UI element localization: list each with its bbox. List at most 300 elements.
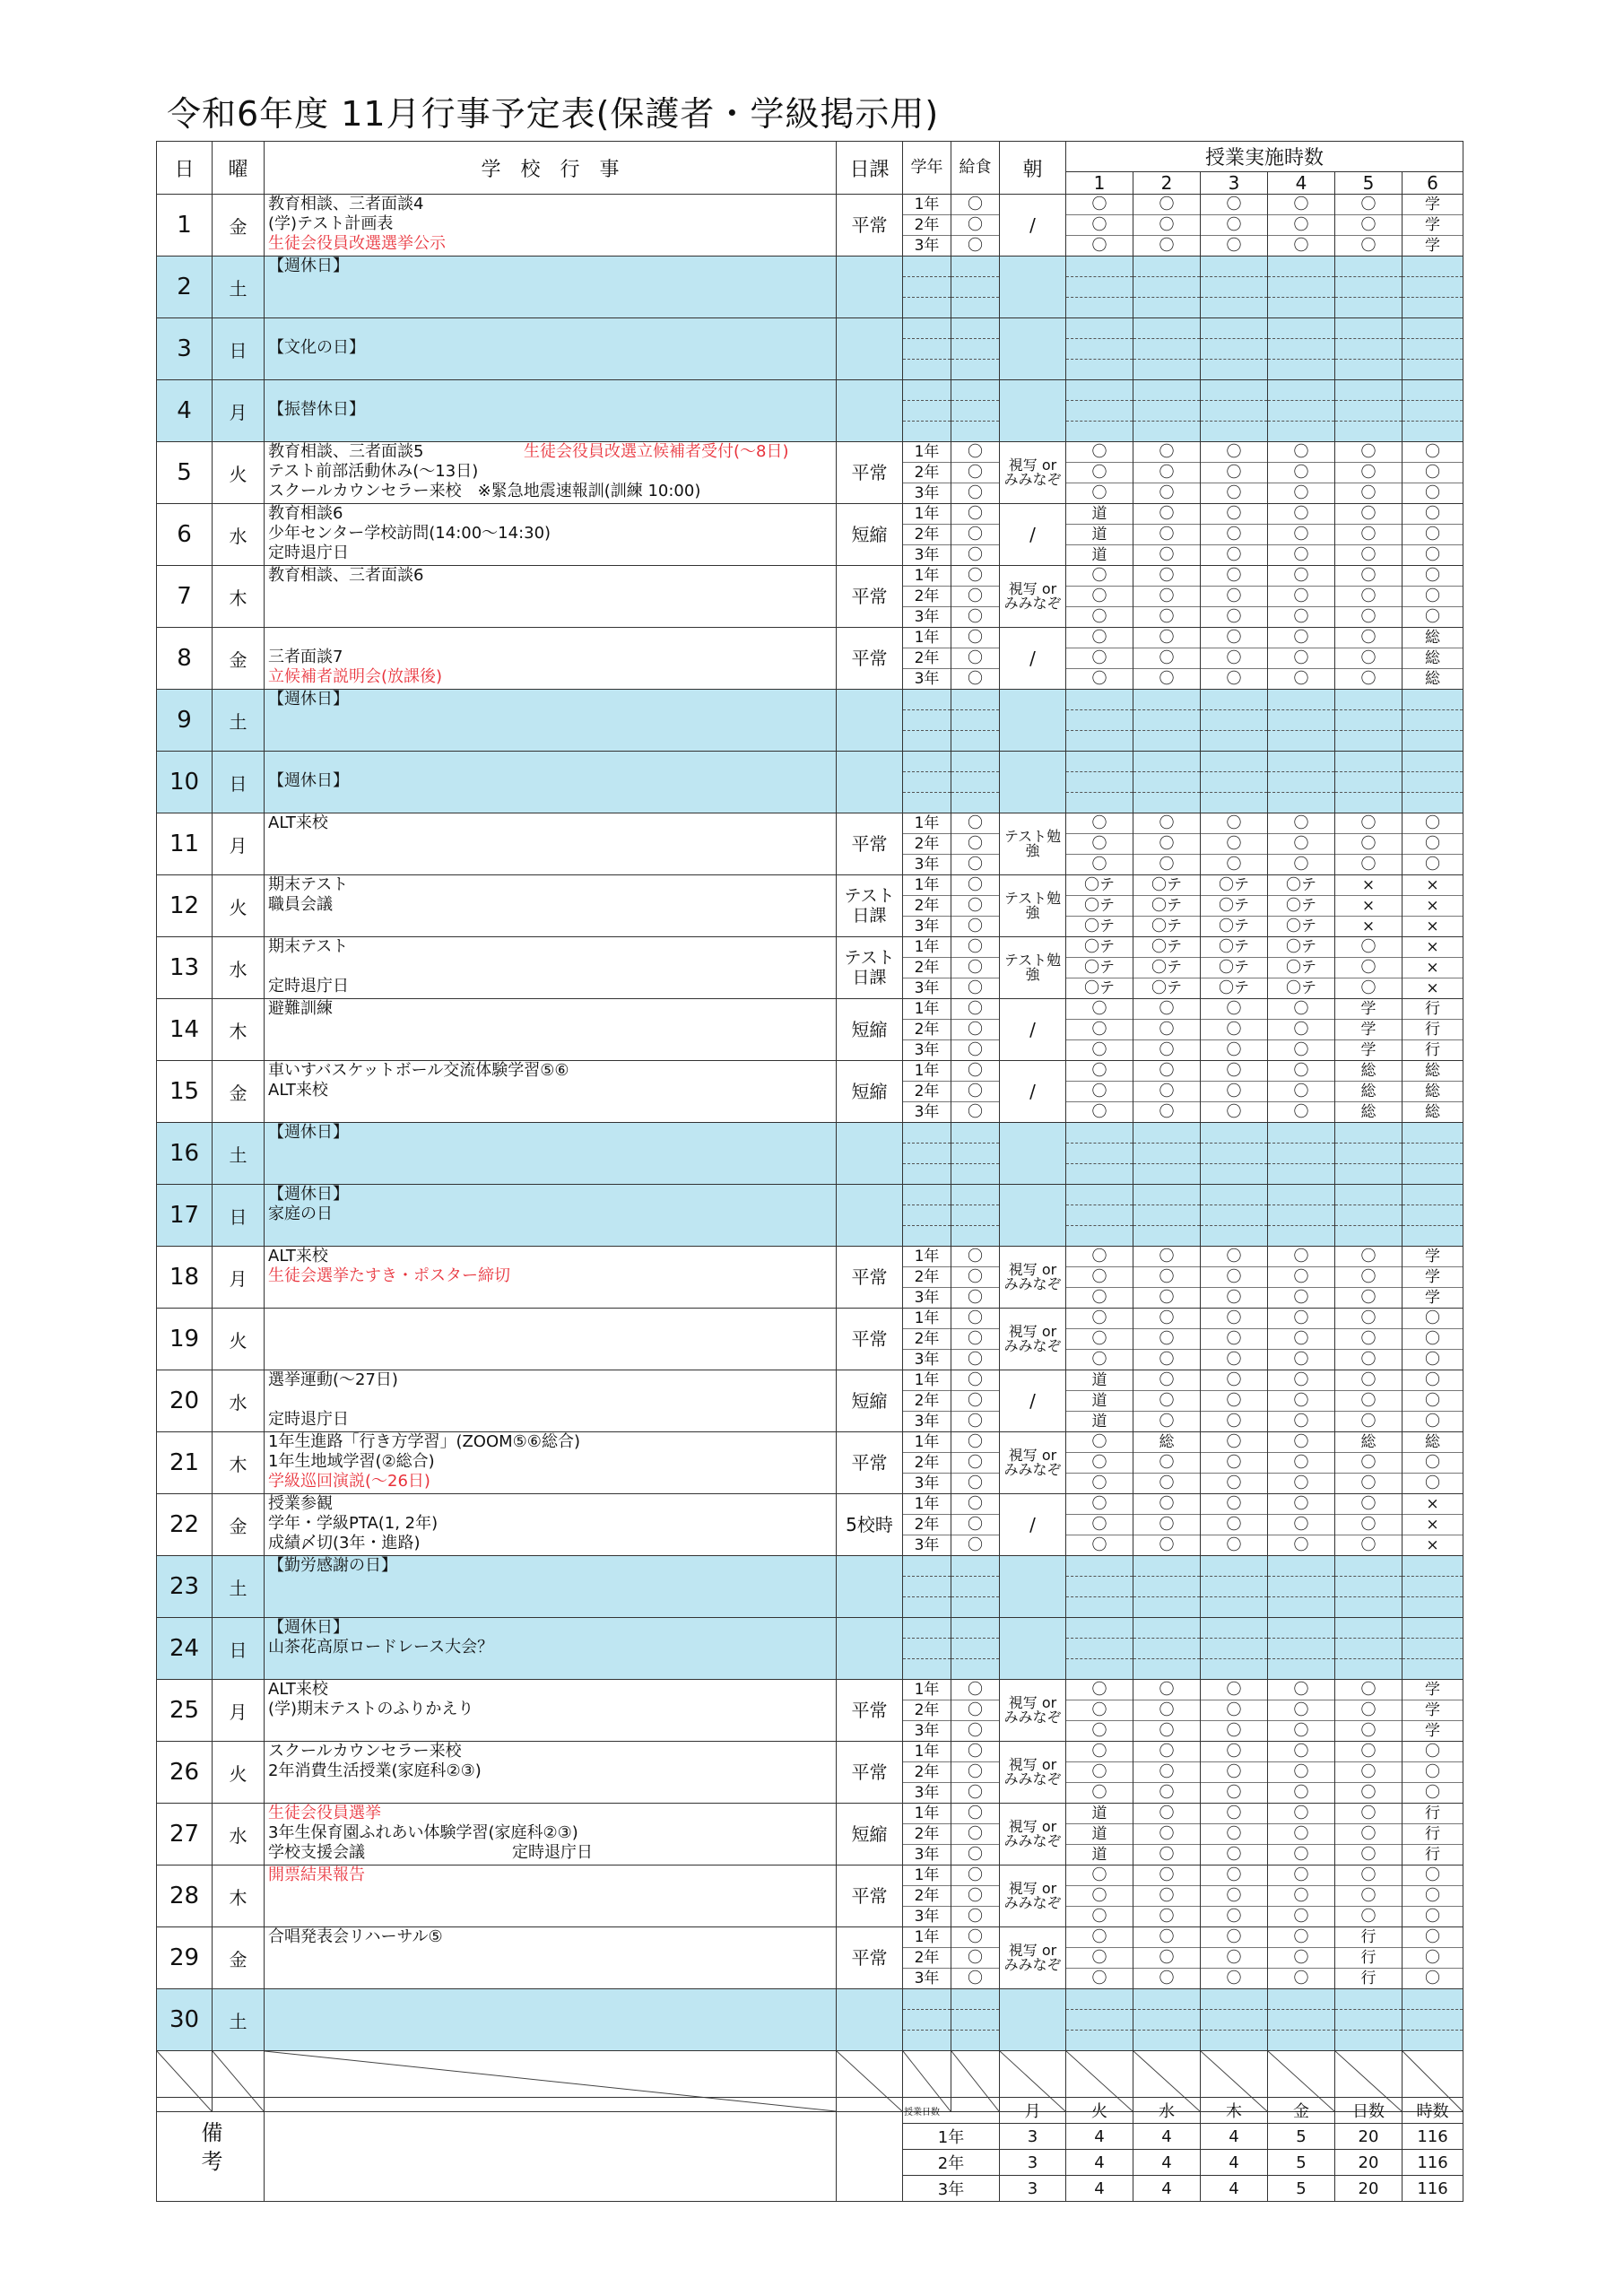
period-mark: 〇テ [1066, 937, 1133, 958]
events-wrap [268, 1309, 836, 1328]
period-mark: 学 [1335, 1020, 1402, 1040]
event-line: 【週休日】 [268, 690, 349, 709]
schedule-cell: 平常 [837, 1927, 903, 1989]
blank-line [903, 360, 951, 379]
period-cell [1268, 1247, 1335, 1309]
grade-label: 3年 [914, 1413, 940, 1431]
blank-line [1201, 380, 1267, 401]
period-cell [1066, 1309, 1133, 1370]
period-cell [1403, 1556, 1463, 1618]
blank-line [1066, 401, 1133, 422]
period-mark: 〇 [1293, 1351, 1309, 1369]
events-wrap [268, 257, 836, 276]
blank-line [1201, 318, 1267, 339]
events-wrap [268, 1618, 836, 1657]
day-of-week: 木 [213, 1866, 265, 1927]
period-cell [1133, 1370, 1201, 1432]
count-label: 授業日数 [903, 2098, 1000, 2124]
events-cell [265, 318, 837, 380]
blank-line [1201, 422, 1267, 441]
period-mark: 〇 [1201, 1700, 1267, 1721]
blank-line [903, 1556, 951, 1577]
blank-line [1133, 793, 1200, 813]
schedule-cell: テスト日課 [837, 875, 903, 937]
period-mark: 〇 [1133, 504, 1200, 525]
period-mark: 〇 [1091, 1536, 1107, 1554]
blank-line [1066, 298, 1133, 317]
blank-line [1066, 1185, 1133, 1205]
blank-line [903, 690, 951, 710]
period-mark: × [1361, 918, 1376, 935]
grade-cell [903, 442, 951, 504]
period-cell [1066, 1061, 1133, 1123]
events-cell [265, 1309, 837, 1370]
period-mark: 〇 [1133, 1061, 1200, 1082]
lunch-cell [951, 566, 1000, 628]
blank-line [1066, 360, 1133, 379]
blank-line [1335, 1123, 1402, 1144]
grade-cell [903, 1309, 951, 1370]
period-mark: × [1335, 875, 1402, 896]
blank-line [1335, 1226, 1402, 1246]
period-mark: 〇 [1159, 1846, 1175, 1864]
period-mark: 〇 [1268, 442, 1334, 463]
period-cell [1133, 937, 1201, 999]
lunch-mark: 〇 [951, 937, 999, 958]
day-of-week: 月 [213, 813, 265, 875]
period-mark: 〇テ [1268, 958, 1334, 978]
blank-line [1403, 731, 1463, 751]
period-mark: 〇 [1091, 670, 1107, 688]
blank-line [1133, 752, 1200, 772]
blank-line [1066, 1164, 1133, 1184]
event-line [268, 628, 836, 648]
blank-line [903, 298, 951, 317]
blank-line [1133, 772, 1200, 793]
period-mark: 学 [1403, 1700, 1463, 1721]
day-number: 9 [157, 690, 213, 752]
grade-cell [903, 628, 951, 690]
period-mark: 〇 [1268, 1680, 1334, 1700]
blank-line [1268, 339, 1334, 360]
blank-line [951, 1556, 999, 1577]
event-line: 生徒会選挙たすき・ポスター締切 [268, 1266, 510, 1285]
blank-line [1403, 710, 1463, 731]
grade-label: 2年 [903, 896, 951, 917]
period-mark: 〇 [1091, 608, 1107, 626]
period-cell [1403, 1061, 1463, 1123]
period-mark: 〇 [1201, 1247, 1267, 1267]
period-cell [1066, 1804, 1133, 1866]
event-line: スクールカウンセラー来校 [268, 1742, 462, 1761]
period-cell [1403, 257, 1463, 318]
events-cell [265, 1927, 837, 1989]
period-mark: 〇 [1268, 1927, 1334, 1948]
events-cell [265, 1742, 837, 1804]
lunch-cell [951, 875, 1000, 937]
event-line: 1年生進路「行き方学習」(ZOOM⑤⑥総合) [268, 1432, 580, 1451]
period-cell [1403, 1680, 1463, 1742]
blank-line [951, 380, 999, 401]
period-mark: × [1403, 896, 1463, 917]
schedule-cell: 平常 [837, 1247, 903, 1309]
period-cell [1201, 690, 1268, 752]
period-cell [1403, 1927, 1463, 1989]
period-mark: 〇 [1133, 628, 1200, 648]
period-cell [1268, 257, 1335, 318]
period-mark: 〇 [1425, 1970, 1440, 1987]
blank-line [1335, 1205, 1402, 1226]
grade-cell [903, 1680, 951, 1742]
period-cell [1403, 318, 1463, 380]
blank-line [1268, 2010, 1334, 2031]
blank-line [1268, 710, 1334, 731]
morning-activity: / [1000, 504, 1066, 566]
period-mark: 〇 [1268, 1432, 1334, 1453]
period-mark: 〇 [1403, 1866, 1463, 1886]
blank-line [1133, 1577, 1200, 1597]
morning-cell [1000, 1123, 1066, 1185]
blank-line [1133, 2010, 1200, 2031]
blank-line [1133, 1205, 1200, 1226]
morning-cell [1000, 752, 1066, 813]
period-cell [1268, 628, 1335, 690]
event-line [268, 1390, 836, 1410]
grade-label: 2年 [903, 1082, 951, 1102]
period-cell [1133, 442, 1201, 504]
period-mark: 〇 [1360, 670, 1376, 688]
period-cell [1268, 442, 1335, 504]
period-mark: 〇 [1201, 1453, 1267, 1474]
period-cell [1335, 1309, 1403, 1370]
period-mark: 〇 [1201, 628, 1267, 648]
period-mark: 行 [1403, 1804, 1463, 1824]
grade-label: 3年 [914, 1970, 940, 1987]
period-mark: 〇 [1133, 1494, 1200, 1515]
events-wrap [268, 1866, 836, 1885]
lunch-mark: 〇 [951, 1948, 999, 1969]
blank-line [1066, 1123, 1133, 1144]
period-mark: 〇 [1268, 215, 1334, 236]
grade-cell [903, 1804, 951, 1866]
events-wrap [268, 1370, 836, 1430]
blank-line [1335, 1639, 1402, 1659]
period-mark: 〇 [1159, 1722, 1175, 1740]
period-mark: 〇 [1293, 1474, 1309, 1492]
period-cell [1403, 1309, 1463, 1370]
day-number: 29 [157, 1927, 213, 1989]
blank-line [1066, 1144, 1133, 1164]
period-mark: 〇 [1226, 1722, 1242, 1740]
lunch-cell [951, 1556, 1000, 1618]
period-mark: 〇 [1293, 1536, 1309, 1554]
period-mark: 〇 [1159, 1536, 1175, 1554]
remarks-label: 備考 [157, 2098, 265, 2202]
lunch-mark: 〇 [968, 856, 983, 874]
lunch-cell [951, 1618, 1000, 1680]
blank-line [1268, 1556, 1334, 1577]
day-of-week: 水 [213, 504, 265, 566]
day-number: 12 [157, 875, 213, 937]
period-header-5: 5 [1335, 172, 1403, 195]
blank-line [1066, 1226, 1133, 1246]
period-mark: 〇 [1201, 1927, 1267, 1948]
period-mark: 〇 [1226, 237, 1242, 255]
period-mark: 〇 [1335, 1453, 1402, 1474]
blank-line [1268, 1185, 1334, 1205]
grade-label: 1年 [903, 1804, 951, 1824]
blank-line [1133, 1659, 1200, 1679]
morning-activity: / [1000, 1370, 1066, 1432]
period-mark: 〇 [1335, 215, 1402, 236]
period-cell [1403, 504, 1463, 566]
period-mark: 道 [1091, 1413, 1107, 1431]
period-cell [1201, 1804, 1268, 1866]
period-mark: 〇 [1226, 856, 1242, 874]
period-mark: 〇テ [1151, 918, 1182, 935]
grade-label: 1年 [903, 813, 951, 834]
period-mark: 〇 [1066, 1680, 1133, 1700]
day-row [157, 1556, 1463, 1618]
blank-line [1403, 2031, 1463, 2050]
day-row [157, 380, 1463, 442]
day-of-week: 土 [213, 1989, 265, 2051]
period-mark: 〇 [1201, 1948, 1267, 1969]
lunch-cell [951, 380, 1000, 442]
period-mark: 〇 [1201, 834, 1267, 855]
period-mark: 〇 [1425, 1908, 1440, 1926]
period-mark: 〇 [1335, 1494, 1402, 1515]
blank-line [1268, 793, 1334, 813]
period-mark: 〇 [1268, 525, 1334, 545]
schedule-cell [837, 257, 903, 318]
grade-label: 2年 [903, 1267, 951, 1288]
day-number: 24 [157, 1618, 213, 1680]
grade-cell [903, 257, 951, 318]
period-cell [1268, 1556, 1335, 1618]
period-mark: 〇 [1226, 608, 1242, 626]
period-cell [1133, 1432, 1201, 1494]
schedule-cell: 短縮 [837, 999, 903, 1061]
period-mark: 〇 [1293, 237, 1309, 255]
grade-label: 2年 [903, 1391, 951, 1412]
blank-line [1268, 1123, 1334, 1144]
blank-line [1066, 1577, 1133, 1597]
lunch-mark: 〇 [951, 896, 999, 917]
period-cell [1133, 875, 1201, 937]
lunch-cell [951, 195, 1000, 257]
period-cell [1066, 1432, 1133, 1494]
events-wrap [268, 1989, 836, 2009]
events-wrap [268, 813, 836, 833]
period-mark: 〇 [1133, 1082, 1200, 1102]
morning-activity: / [1000, 1494, 1066, 1556]
events-wrap [268, 1680, 836, 1719]
period-mark: 〇 [1226, 670, 1242, 688]
blank-line [1201, 1577, 1267, 1597]
grade-label: 1年 [903, 1866, 951, 1886]
grade-label: 3年 [914, 484, 940, 502]
period-mark: 〇 [1201, 1309, 1267, 1329]
period-mark: 〇 [1268, 1804, 1334, 1824]
period-mark: 〇 [1226, 546, 1242, 564]
event-line [268, 957, 836, 977]
period-cell [1335, 1185, 1403, 1247]
period-mark: 〇 [1066, 1494, 1133, 1515]
period-mark: 〇 [1201, 1061, 1267, 1082]
events-cell [265, 628, 837, 690]
grade-label: 2年 [903, 215, 951, 236]
period-cell [1133, 504, 1201, 566]
lunch-mark: 〇 [951, 1432, 999, 1453]
period-mark: 総 [1360, 1103, 1376, 1121]
period-cell [1403, 1185, 1463, 1247]
blank-line [1268, 1577, 1334, 1597]
day-row [157, 1247, 1463, 1309]
grade-cell [903, 1742, 951, 1804]
period-mark: 〇 [1293, 484, 1309, 502]
period-mark: 〇 [1360, 1784, 1376, 1802]
period-cell [1201, 1866, 1268, 1927]
period-cell [1133, 1866, 1201, 1927]
blank-line [903, 710, 951, 731]
grade-label: 2年 [903, 1329, 951, 1350]
blank-line [951, 772, 999, 793]
period-cell [1335, 1061, 1403, 1123]
blank-line [903, 752, 951, 772]
period-mark: 〇 [1066, 1866, 1133, 1886]
lunch-mark: 〇 [968, 1908, 983, 1926]
period-mark: 〇 [1066, 999, 1133, 1020]
day-of-week: 月 [213, 1680, 265, 1742]
period-mark: 〇 [1335, 587, 1402, 607]
page-title: 令和6年度 11月行事予定表(保護者・学級掲示用) [167, 94, 940, 134]
events-cell [265, 690, 837, 752]
period-mark: 〇 [1293, 1908, 1309, 1926]
blank-line [951, 710, 999, 731]
period-mark: 〇 [1201, 1082, 1267, 1102]
period-mark: 〇 [1159, 670, 1175, 688]
grade-label: 3年 [914, 670, 940, 688]
event-line: 生徒会役員選挙 [268, 1804, 381, 1822]
day-of-week: 日 [213, 318, 265, 380]
grade-label: 1年 [903, 999, 951, 1020]
period-cell [1268, 195, 1335, 257]
day-row [157, 1185, 1463, 1247]
event-line [268, 1989, 836, 2009]
events-cell [265, 1370, 837, 1432]
period-mark: 〇 [1201, 1824, 1267, 1845]
period-cell [1335, 1494, 1403, 1556]
period-cell [1335, 257, 1403, 318]
period-cell [1133, 195, 1201, 257]
period-mark: 〇 [1226, 1846, 1242, 1864]
blank-line [951, 752, 999, 772]
event-line: 定時退庁日 [268, 1410, 349, 1429]
blank-line [1201, 1597, 1267, 1617]
period-cell [1403, 999, 1463, 1061]
morning-cell [1000, 690, 1066, 752]
count-value: 20 [1335, 2150, 1403, 2176]
period-cell [1066, 690, 1133, 752]
day-row [157, 1927, 1463, 1989]
period-cell [1133, 1309, 1201, 1370]
grade-cell [903, 1432, 951, 1494]
period-mark: 〇 [1268, 999, 1334, 1020]
remarks-spacer [837, 2098, 903, 2202]
blank-line [1066, 1639, 1133, 1659]
blank-line [903, 1144, 951, 1164]
grade-cell [903, 1061, 951, 1123]
period-mark: 〇 [1403, 1329, 1463, 1350]
event-line: 【週休日】 [268, 257, 349, 275]
period-mark: 〇 [1335, 1886, 1402, 1907]
events-cell [265, 937, 837, 999]
day-row [157, 1432, 1463, 1494]
period-mark: 〇 [1159, 1908, 1175, 1926]
events-wrap [268, 195, 836, 254]
morning-activity: 視写 or みみなぞ [1000, 566, 1066, 628]
day-row [157, 442, 1463, 504]
period-mark: 〇 [1268, 1329, 1334, 1350]
period-mark: 〇 [1226, 1289, 1242, 1307]
count-grade: 2年 [903, 2150, 1000, 2176]
blank-line [1133, 277, 1200, 298]
event-line: 教育相談、三者面談6 [268, 566, 424, 585]
count-header: 火 [1066, 2098, 1133, 2124]
period-mark: 〇 [1425, 1413, 1440, 1431]
day-row [157, 1061, 1463, 1123]
period-mark: 〇 [1159, 237, 1175, 255]
period-mark: 〇 [1133, 1515, 1200, 1535]
grade-label: 1年 [903, 195, 951, 215]
period-cell [1268, 1804, 1335, 1866]
period-mark: 〇 [1201, 1494, 1267, 1515]
schedule-cell: 平常 [837, 1866, 903, 1927]
day-row [157, 690, 1463, 752]
period-mark: 〇 [1335, 628, 1402, 648]
event-line: ALT来校 [268, 813, 328, 832]
blank-line [1335, 360, 1402, 379]
period-cell [1133, 999, 1201, 1061]
blank-line [1268, 360, 1334, 379]
event-line: 期末テスト [268, 875, 349, 894]
period-mark: 〇 [1066, 648, 1133, 669]
period-mark: 〇テ [1133, 958, 1200, 978]
events-wrap [268, 380, 836, 420]
lunch-cell [951, 690, 1000, 752]
blank-line [1133, 710, 1200, 731]
day-of-week: 木 [213, 1432, 265, 1494]
blank-line [951, 793, 999, 813]
period-mark: 総 [1335, 1082, 1402, 1102]
period-cell [1335, 999, 1403, 1061]
period-cell [1066, 1556, 1133, 1618]
day-number: 7 [157, 566, 213, 628]
period-mark: 〇テ [1084, 979, 1115, 997]
blank-line [1335, 1659, 1402, 1679]
period-mark: 〇 [1201, 648, 1267, 669]
period-mark: 〇 [1201, 442, 1267, 463]
blank-line [1201, 360, 1267, 379]
period-mark: 〇 [1293, 1722, 1309, 1740]
grade-label: 2年 [903, 1453, 951, 1474]
period-mark: 〇 [1133, 1247, 1200, 1267]
blank-line [1066, 752, 1133, 772]
blank-line [951, 360, 999, 379]
period-mark: 〇 [1201, 504, 1267, 525]
lunch-mark: 〇 [951, 1370, 999, 1391]
